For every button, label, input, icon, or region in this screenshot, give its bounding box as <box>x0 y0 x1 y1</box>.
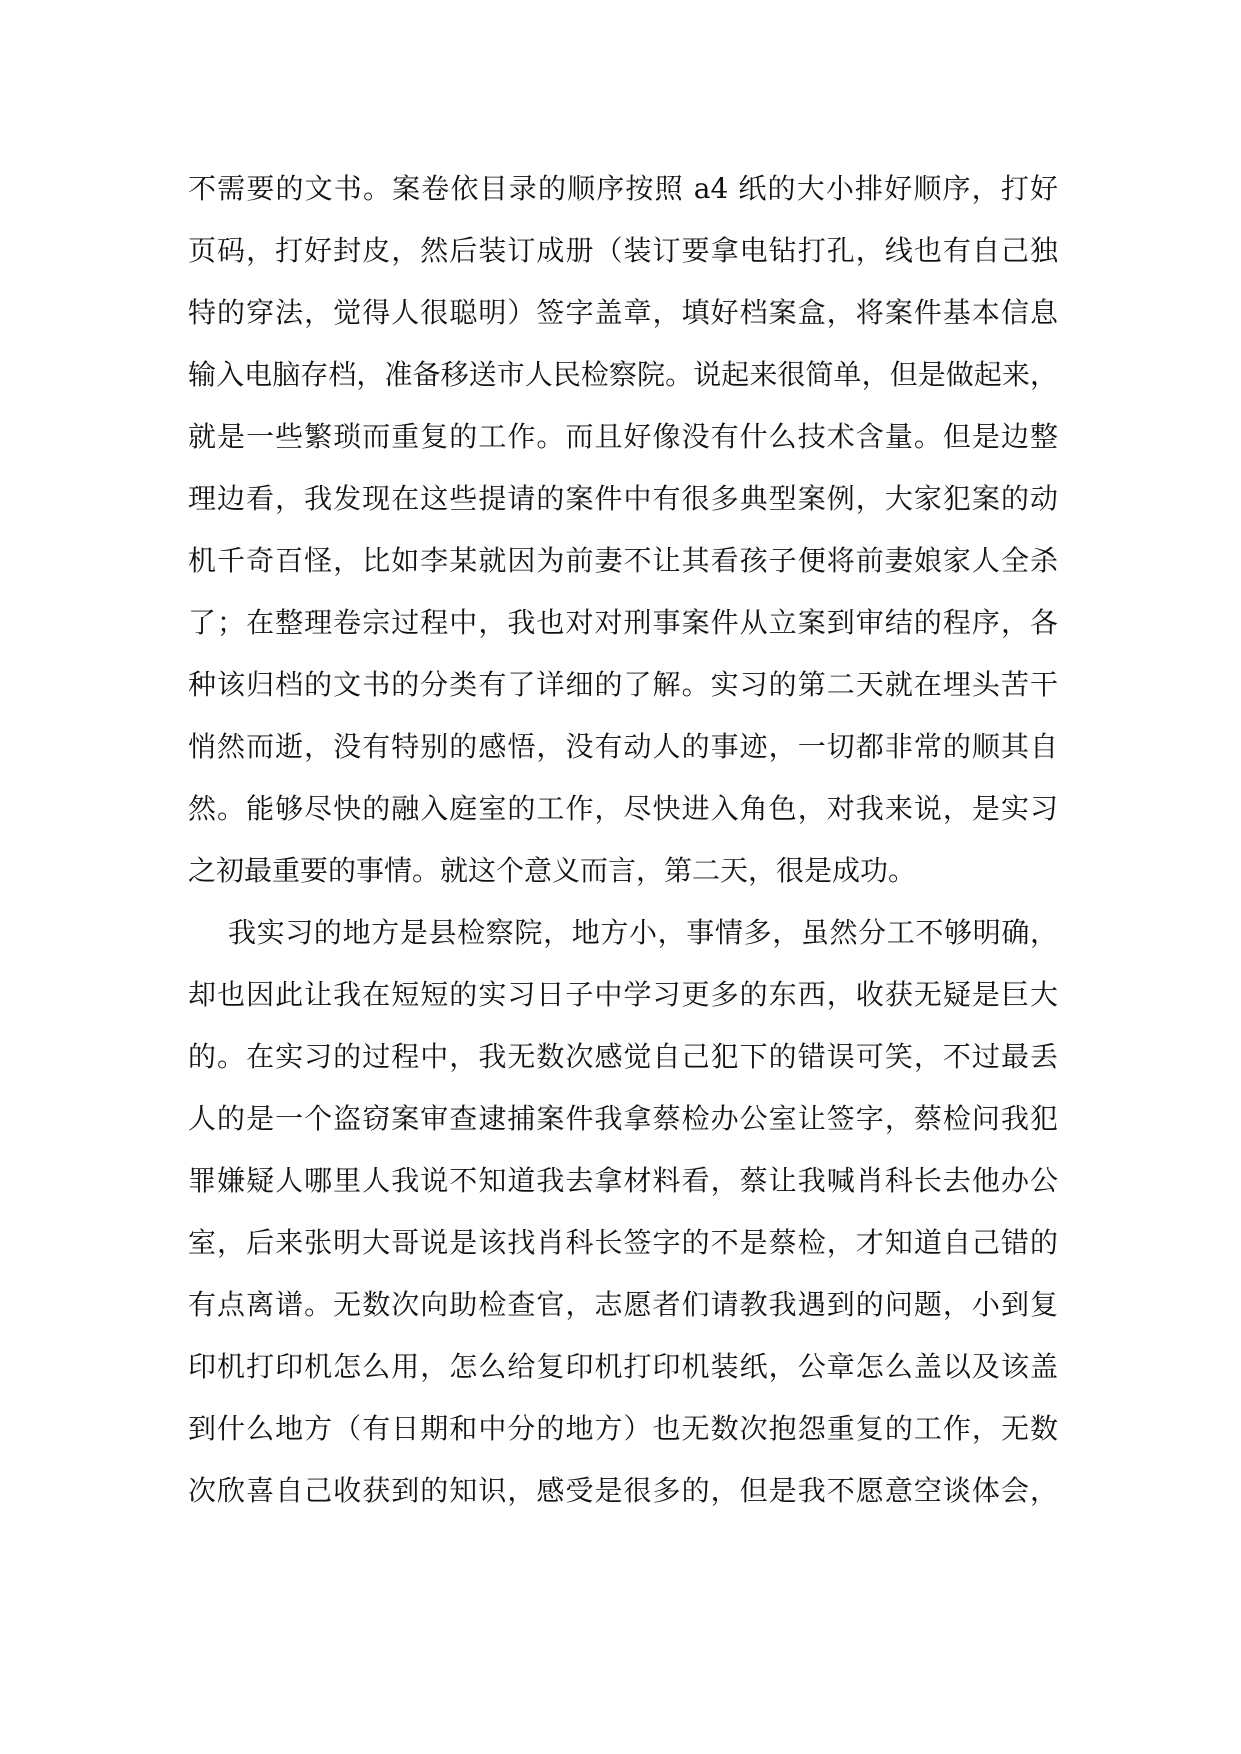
text-line: 罪嫌疑人哪里人我说不知道我去拿材料看，蔡让我喊肖科长去他办公 <box>188 1164 1058 1197</box>
text-line: 就是一些繁琐而重复的工作。而且好像没有什么技术含量。但是边整 <box>188 420 1058 453</box>
text-line: 种该归档的文书的分类有了详细的了解。实习的第二天就在埋头苦干 <box>188 668 1058 701</box>
body-text <box>188 158 1058 1522</box>
text-line: 了；在整理卷宗过程中，我也对对刑事案件从立案到审结的程序，各 <box>188 606 1058 639</box>
text-line: 机千奇百怪，比如李某就因为前妻不让其看孩子便将前妻娘家人全杀 <box>188 544 1058 577</box>
text-line: 页码，打好封皮，然后装订成册（装订要拿电钻打孔，线也有自己独 <box>188 234 1058 267</box>
text-line: 然。能够尽快的融入庭室的工作，尽快进入角色，对我来说，是实习 <box>188 792 1058 825</box>
text-line: 悄然而逝，没有特别的感悟，没有动人的事迹，一切都非常的顺其自 <box>188 730 1058 763</box>
text-line: 输入电脑存档，准备移送市人民检察院。说起来很简单，但是做起来， <box>188 358 1058 391</box>
text-line: 有点离谱。无数次向助检查官，志愿者们请教我遇到的问题，小到复 <box>188 1288 1058 1321</box>
text-line: 特的穿法，觉得人很聪明）签字盖章，填好档案盒，将案件基本信息 <box>188 296 1058 329</box>
text-line: 不需要的文书。案卷依目录的顺序按照 a4 纸的大小排好顺序，打好 <box>188 172 1058 205</box>
text-line: 理边看，我发现在这些提请的案件中有很多典型案例，大家犯案的动 <box>188 482 1058 515</box>
text-line: 次欣喜自己收获到的知识，感受是很多的，但是我不愿意空谈体会， <box>188 1474 1058 1507</box>
text-line: 到什么地方（有日期和中分的地方）也无数次抱怨重复的工作，无数 <box>188 1412 1058 1445</box>
text-line: 之初最重要的事情。就这个意义而言，第二天，很是成功。 <box>188 854 917 887</box>
text-line: 却也因此让我在短短的实习日子中学习更多的东西，收获无疑是巨大 <box>188 978 1058 1011</box>
text-line: 我实习的地方是县检察院，地方小，事情多，虽然分工不够明确， <box>228 916 1058 949</box>
text-line: 的。在实习的过程中，我无数次感觉自己犯下的错误可笑，不过最丢 <box>188 1040 1058 1073</box>
text-line: 室，后来张明大哥说是该找肖科长签字的不是蔡检，才知道自己错的 <box>188 1226 1058 1259</box>
text-line: 人的是一个盗窃案审查逮捕案件我拿蔡检办公室让签字，蔡检问我犯 <box>188 1102 1058 1135</box>
text-line: 印机打印机怎么用，怎么给复印机打印机装纸，公章怎么盖以及该盖 <box>188 1350 1058 1383</box>
